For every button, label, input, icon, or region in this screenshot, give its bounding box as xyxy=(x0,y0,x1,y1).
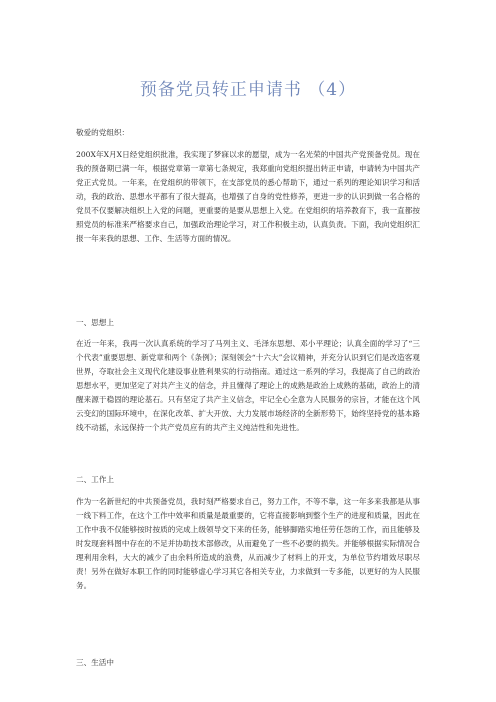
section-body-work: 作为一名新世纪的中共预备党员，我时刻严格要求自己，努力工作，不等不靠，这一年多来我都是从事一线下料工作，在这个工作中效率和质量是最重要的，它将直接影响到整个生产的进度和质量，因此在工作中我不仅能够按时按质的完成上级领导交下来的任务，能够脚踏实地任劳任怨的工作，而且能够及时发现套料图中存在的不足并协助技术部修改，从而避免了一些不必要的损失。并能够根据实际情况合理利用余料，大大的减少了由余料所造成的浪费，从而减少了材料上的开支，为单位节约增效尽职尽责！另外在做好本职工作的同时能够虚心学习其它各相关专业，力求做到一专多能，以更好的为人民服务。 xyxy=(76,497,420,590)
greeting: 敬爱的党组织： xyxy=(76,128,130,137)
section-heading-thought: 一、思想上 xyxy=(76,318,114,327)
intro-paragraph: 200X年X月X日经党组织批准，我实现了梦寐以求的愿望，成为一名光荣的中国共产党预备党员。现在我的预备期已满一年，根据党章第一章第七条规定，我郑重向党组织提出转正申请，申请转为中国共产党正式党员。一年来，在党组织的带领下，在支部党员的悉心帮助下，通过一系列的理论知识学习和活动，我的政治、思想水平都有了很大提高，也增强了自身的党性修养，更进一步的认识到做一名合格的党员不仅要解决组织上入党的问题，更重要的是要从思想上入党。在党组织的培养教育下，我一直都按照党员的标准来严格要求自己，加强政治理论学习，对工作积极主动，认真负责。下面，我向党组织汇报一年来我的思想、工作、生活等方面的情况。 xyxy=(76,150,420,243)
section-heading-life: 三、生活中 xyxy=(76,658,114,667)
document-title: 预备党员转正申请书 （4） xyxy=(139,80,357,100)
section-body-thought: 在近一年来，我再一次认真系统的学习了马列主义、毛泽东思想、邓小平理论；认真全面的学习了“三个代表”重要思想、新党章和两个《条例》；深刻领会“十六大”会议精神，并充分认识到它们是改造客观世界，夺取社会主义现代化建设事业胜利果实的行动指南。通过这一系列的学习，我提高了自己的政治思想水平，更加坚定了对共产主义的信念，并且懂得了理论上的成熟是政治上成熟的基础，政治上的清醒来源于稳固的理论基石。只有坚定了共产主义信念，牢记全心全意为人民服务的宗旨，才能在这个风云变幻的国际环境中，在深化改革、扩大开放、大力发展市场经济的全新形势下，始终坚持党的基本路线不动摇，永远保持一个共产党员应有的共产主义纯洁性和先进性。 xyxy=(76,339,420,432)
section-heading-work: 二、工作上 xyxy=(76,475,114,484)
